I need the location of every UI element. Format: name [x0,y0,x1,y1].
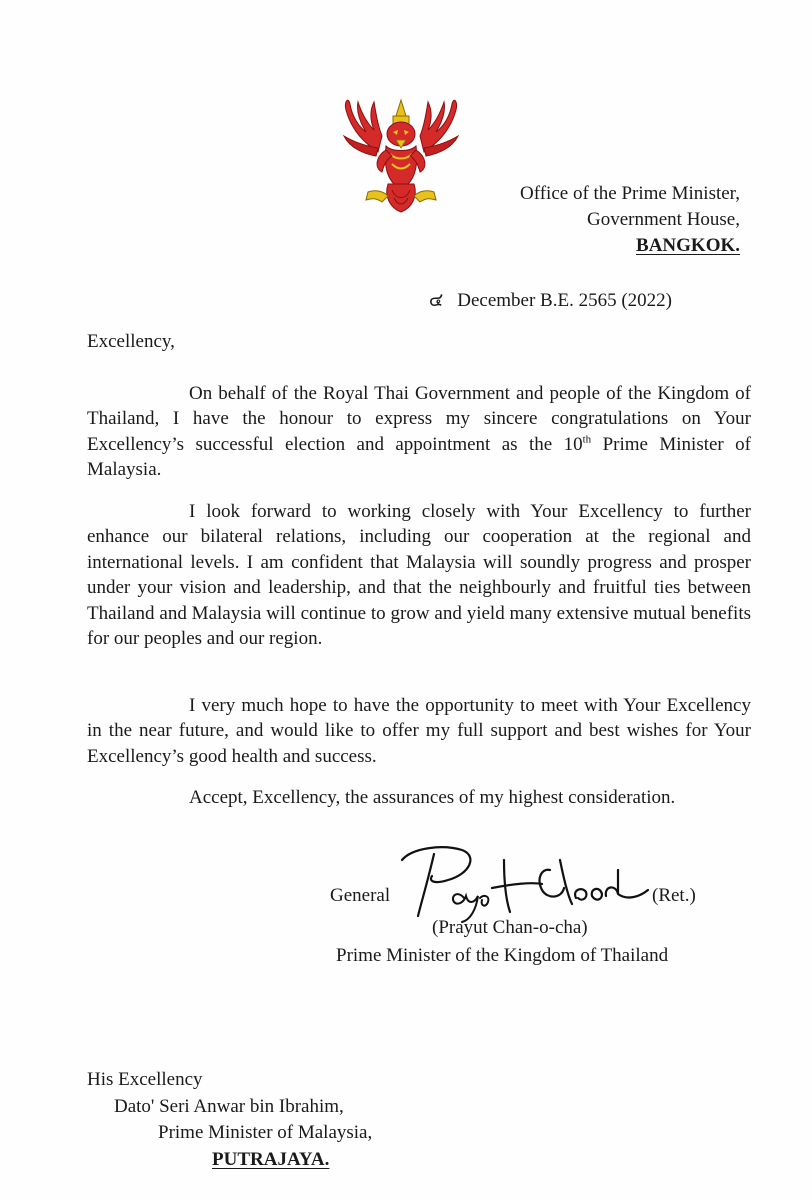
date-day: ๔ [428,290,444,311]
signatory-rank: General [330,885,391,906]
addressee-line-1: His Excellency [87,1069,203,1090]
addressee-line-2: Dato' Seri Anwar bin Ibrahim, [114,1095,344,1117]
letterhead-address [430,181,740,259]
signature-block [330,840,730,970]
p1-ordinal-suffix: th [582,433,592,446]
addressee-line-3: Prime Minister of Malaysia, [158,1122,373,1143]
body-paragraph-3: I very much hope to have the opportunity to meet with Your Excellency in the near future, and would like to offer my full support and best wishes for Your Excellency’s good health and success. [87,695,751,767]
p1-text-a: On behalf of the Royal Thai Government and people of the Kingdom of Thailand, I have the honour to express my sincere congratulations on Your Excellency’s successful election and appointment as the 10 [87,383,751,455]
addressee-line-4: PUTRAJAYA. [212,1148,330,1170]
office-city: BANGKOK. [636,235,740,256]
signatory-retired: (Ret.) [652,885,696,906]
office-line-2: Government House, [586,209,740,230]
date-text: December B.E. 2565 (2022) [457,290,672,311]
addressee-block [87,1067,372,1173]
signatory-name: (Prayut Chan-o-cha) [432,917,588,938]
body-paragraph-1 [87,381,751,483]
body-paragraph-2: I look forward to working closely with Your Excellency to further enhance our bilateral relations, including our cooperation at the regional and international levels. I am confident that Malaysia will soundly progress and prosper under your vision and leadership, and that the neighbourly and fruitful ties between Thailand and Malaysia will continue to grow and yield many extensive mutual benefits for our peoples and our region. [87,501,751,650]
salutation: Excellency, [87,331,175,352]
letter-date [400,285,672,315]
p1-text-b: Prime Minister of Malaysia. [87,433,751,481]
signatory-title: Prime Minister of the Kingdom of Thailand [336,945,669,966]
closing-line: Accept, Excellency, the assurances of my highest consideration. [189,787,676,808]
office-line-1: Office of the Prime Minister, [520,183,740,204]
